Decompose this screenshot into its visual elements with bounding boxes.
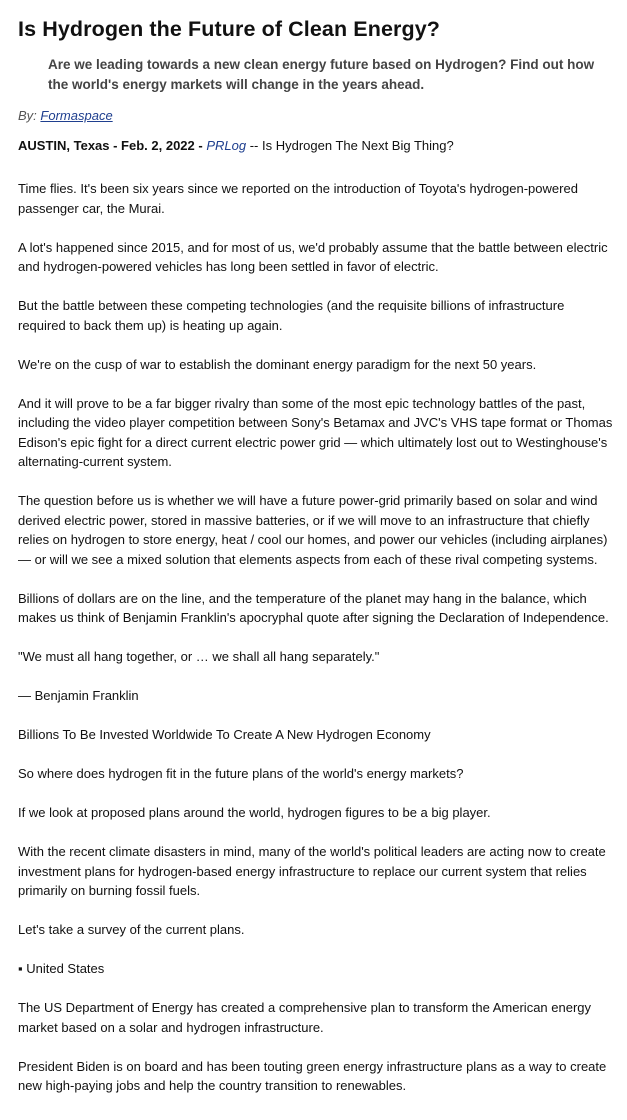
author-link[interactable]: Formaspace [40, 108, 113, 123]
dateline-location: AUSTIN, Texas - Feb. 2, 2022 - [18, 138, 203, 153]
dateline-headline: -- Is Hydrogen The Next Big Thing? [249, 138, 454, 153]
byline-prefix: By: [18, 108, 37, 123]
article-body [18, 179, 615, 1096]
paragraph: Let's take a survey of the current plans. [18, 922, 245, 937]
bullet-item-united-states: ▪ United States [18, 961, 105, 976]
article-title: Is Hydrogen the Future of Clean Energy? [18, 17, 441, 41]
paragraph: Time flies. It's been six years since we reported on the introduction of Toyota's hydrogen-powered passenger car, the Murai. [18, 181, 578, 216]
paragraph: We're on the cusp of war to establish the dominant energy paradigm for the next 50 years. [18, 356, 537, 372]
paragraph: With the recent climate disasters in mind, many of the world's political leaders are acting now to create investment plans for hydrogen-based energy infrastructure to replace our current system that relies primarily on burning fossil fuels. [18, 844, 606, 898]
paragraph: A lot's happened since 2015, and for most of us, we'd probably assume that the battle between electric and hydrogen-powered vehicles has long been settled in favor of electric. [18, 239, 608, 274]
quote: "We must all hang together, or … we shall all hang separately." [18, 649, 380, 664]
dateline [18, 137, 615, 155]
article-summary: Are we leading towards a new clean energy future based on Hydrogen? Find out how the world's energy markets will change in the years ahead. [48, 57, 595, 92]
source-label: PRLog [206, 138, 247, 153]
section-heading: Billions To Be Invested Worldwide To Create A New Hydrogen Economy [18, 727, 431, 742]
byline [18, 107, 615, 125]
paragraph: So where does hydrogen fit in the future plans of the world's energy markets? [18, 766, 464, 781]
paragraph: Billions of dollars are on the line, and the temperature of the planet may hang in the balance, which makes us think of Benjamin Franklin's apocryphal quote after signing the Declaration of Independence. [18, 590, 609, 625]
paragraph: The US Department of Energy has created a comprehensive plan to transform the American energy market based on a solar and hydrogen infrastructure. [18, 1000, 592, 1035]
paragraph: And it will prove to be a far bigger rivalry than some of the most epic technology battles of the past, including the video player competition between Sony's Betamax and JVC's VHS tape format or Thomas Edison's epic fight for a direct current electric power grid — which ultimately lost out to Westinghouse's alternating-current system. [18, 395, 613, 469]
paragraph: If we look at proposed plans around the world, hydrogen figures to be a big player. [18, 805, 491, 820]
paragraph: The question before us is whether we will have a future power-grid primarily based on solar and wind derived electric power, stored in massive batteries, or if we will move to an infrastructure that chiefly relies on hydrogen to store energy, heat / cool our homes, and power our vehicles (including airplanes) — or will we see a mixed solution that elements aspects from each of these rival competing systems. [18, 493, 608, 567]
quote-attribution: — Benjamin Franklin [18, 688, 139, 703]
paragraph: But the battle between these competing technologies (and the requisite billions of infrastructure required to back them up) is heating up again. [18, 298, 565, 333]
paragraph: President Biden is on board and has been touting green energy infrastructure plans as a way to create new high-paying jobs and help the country transition to renewables. [18, 1058, 607, 1093]
